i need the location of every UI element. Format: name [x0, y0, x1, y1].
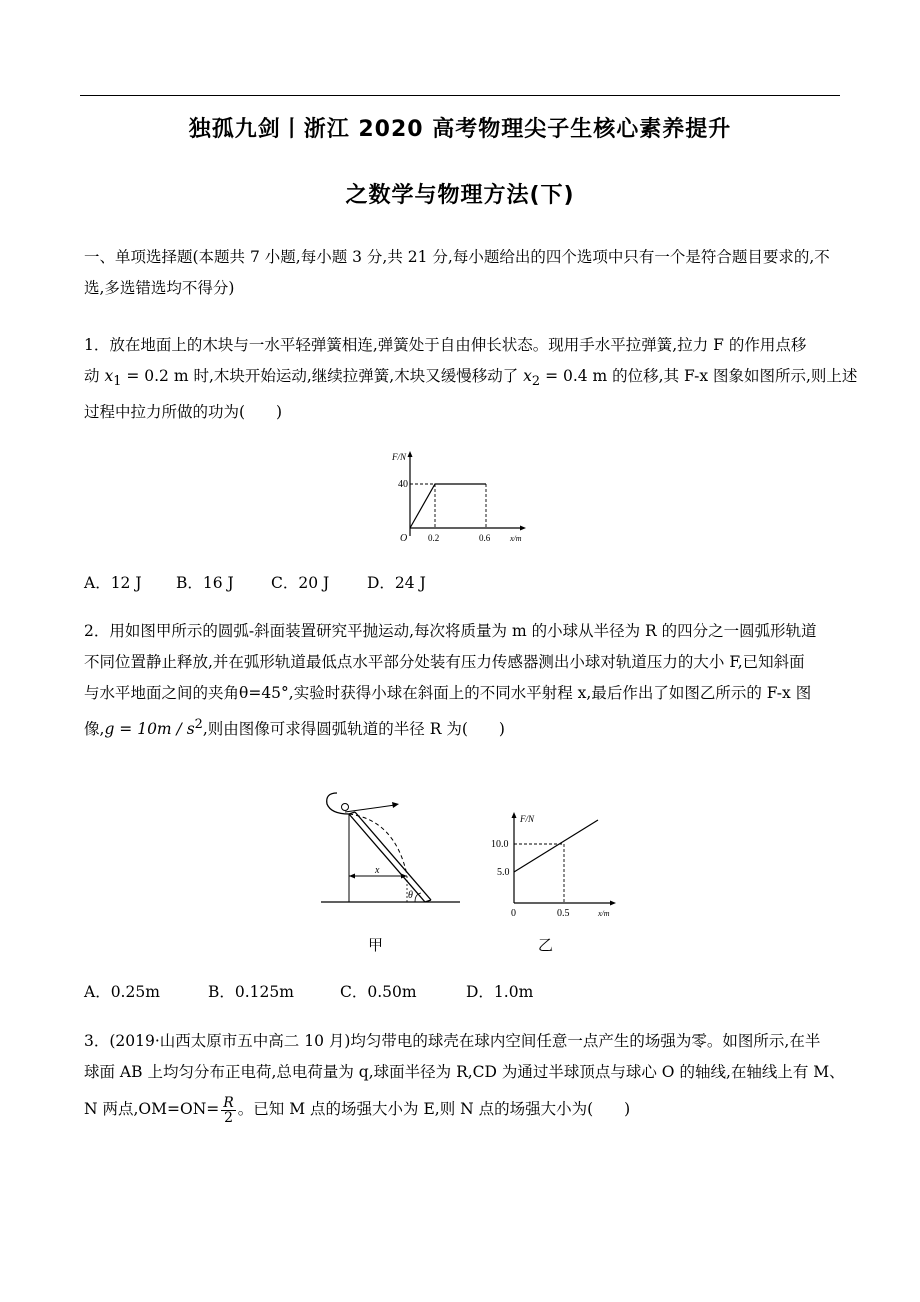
q2-incline-1 — [349, 814, 425, 902]
section-heading-line2: 选,多选错选均不得分) — [84, 279, 235, 297]
question-3 — [84, 1026, 845, 1126]
q2-yi-y-label: F/N — [520, 814, 535, 824]
q2-text: ,则由图像可求得圆弧轨道的半径 R 为( ) — [202, 720, 505, 739]
q1-options — [84, 571, 426, 593]
q2-yi-x-tick-0: 0 — [511, 908, 516, 919]
q2-yi-y-arrow — [512, 812, 517, 818]
q2-yi-x-label: x/m — [598, 909, 610, 918]
q2-figure-jia — [315, 790, 465, 915]
q2-range-arrow-left — [349, 874, 355, 879]
q1-var-x2: x — [523, 367, 532, 385]
q2-incline-2 — [355, 812, 431, 900]
q2-ball — [342, 804, 349, 811]
q1-y-label: F/N — [392, 452, 407, 462]
q2-yi-y-tick-5: 5.0 — [497, 867, 510, 878]
q2-yi-x-tick-05: 0.5 — [557, 908, 570, 919]
q2-yi-fx-line — [514, 820, 598, 872]
q1-origin: O — [400, 533, 408, 544]
q2-line3: 与水平地面之间的夹角θ=45°,实验时获得小球在斜面上的不同水平射程 x,最后作出了如图乙所示的 F-x 图 — [84, 684, 812, 702]
q2-figure-yi — [478, 808, 638, 920]
document-title-line1: 独孤九剑丨浙江 2020 高考物理尖子生核心素养提升 — [188, 117, 732, 142]
question-1 — [84, 330, 858, 428]
q1-line2 — [84, 361, 858, 397]
q1-var-x1: x — [104, 367, 114, 385]
q2-text: 像, — [84, 720, 105, 739]
q2-options — [84, 980, 533, 1002]
q3-line1: 3．(2019·山西太原市五中高二 10 月)均匀带电的球壳在球内空间任意一点产生的场强为零。如图所示,在半 — [84, 1032, 821, 1050]
q1-sub-1: 1 — [113, 374, 122, 390]
q1-option-d: D．24 J — [367, 574, 426, 592]
q1-y-arrow — [408, 451, 413, 457]
q2-option-a: A．0.25m — [84, 983, 160, 1001]
q3-frac-den: 2 — [224, 1109, 233, 1126]
q1-x-tick-02: 0.2 — [428, 533, 440, 543]
q3-frac-num: R — [223, 1094, 234, 1111]
question-2 — [84, 616, 840, 745]
section-heading — [84, 242, 840, 304]
q1-option-b: B．16 J — [176, 574, 234, 592]
q2-velocity-arrow — [345, 805, 395, 812]
q2-theta-label: θ — [408, 890, 413, 901]
q2-line4 — [84, 709, 840, 745]
q1-x-label: x/m — [510, 534, 522, 543]
q1-line3: 过程中拉力所做的功为( ) — [84, 403, 283, 422]
q1-sub-2: 2 — [531, 374, 541, 390]
q2-option-b: B．0.125m — [208, 983, 294, 1001]
q1-option-c: C．20 J — [271, 574, 330, 592]
q1-y-tick-40: 40 — [398, 479, 408, 490]
q1-option-a: A．12 J — [84, 574, 142, 592]
q2-yi-x-arrow — [610, 901, 616, 906]
q1-text: = 0.4 m 的位移,其 F-x 图象如图所示,则上述 — [540, 367, 858, 385]
q3-text: N 两点,OM=ON= — [84, 1100, 220, 1118]
q1-text: = 0.2 m 时,木块开始运动,继续拉弹簧,木块又缓慢移动了 — [121, 367, 524, 385]
section-heading-line1: 一、单项选择题(本题共 7 小题,每小题 3 分,共 21 分,每小题给出的四个选项中只有一个是符合题目要求的,不 — [84, 248, 830, 266]
q2-sup-2: 2 — [194, 717, 203, 732]
q2-caption-jia: 甲 — [368, 936, 384, 954]
q1-line1: 1．放在地面上的木块与一水平轻弹簧相连,弹簧处于自由伸长状态。现用手水平拉弹簧,拉力 F 的作用点移 — [84, 336, 807, 354]
q1-x-arrow — [520, 526, 526, 531]
q2-x-label: x — [375, 865, 380, 876]
q3-line3 — [84, 1094, 840, 1125]
q2-option-d: D．1.0m — [466, 983, 534, 1001]
document-title-line2: 之数学与物理方法(下) — [345, 183, 575, 208]
q2-caption-yi: 乙 — [538, 936, 554, 954]
q2-line2: 不同位置静止释放,并在弧形轨道最低点水平部分处装有压力传感器测出小球对轨道压力的大小 F,已知斜面 — [84, 653, 805, 671]
q2-angle-arc — [415, 893, 421, 902]
q1-x-tick-06: 0.6 — [479, 533, 491, 543]
q2-formula-g: g = 10m / s — [104, 720, 195, 739]
q3-text: 。已知 M 点的场强大小为 E,则 N 点的场强大小为( ) — [237, 1100, 631, 1118]
q2-line1: 2．用如图甲所示的圆弧-斜面装置研究平抛运动,每次将质量为 m 的小球从半径为 R 的四分之一圆弧形轨道 — [84, 622, 817, 640]
q1-fx-graph — [380, 448, 540, 548]
q1-text: 动 — [84, 367, 105, 385]
header-rule — [80, 95, 840, 96]
q3-fraction — [221, 1096, 236, 1125]
q1-fx-line — [410, 484, 486, 528]
q2-option-c: C．0.50m — [340, 983, 417, 1001]
q2-velocity-arrowhead — [392, 802, 399, 808]
q2-yi-y-tick-10: 10.0 — [491, 839, 509, 850]
q3-line2: 球面 AB 上均匀分布正电荷,总电荷量为 q,球面半径为 R,CD 为通过半球顶点与球心 O 的轴线,在轴线上有 M、 — [84, 1063, 845, 1081]
